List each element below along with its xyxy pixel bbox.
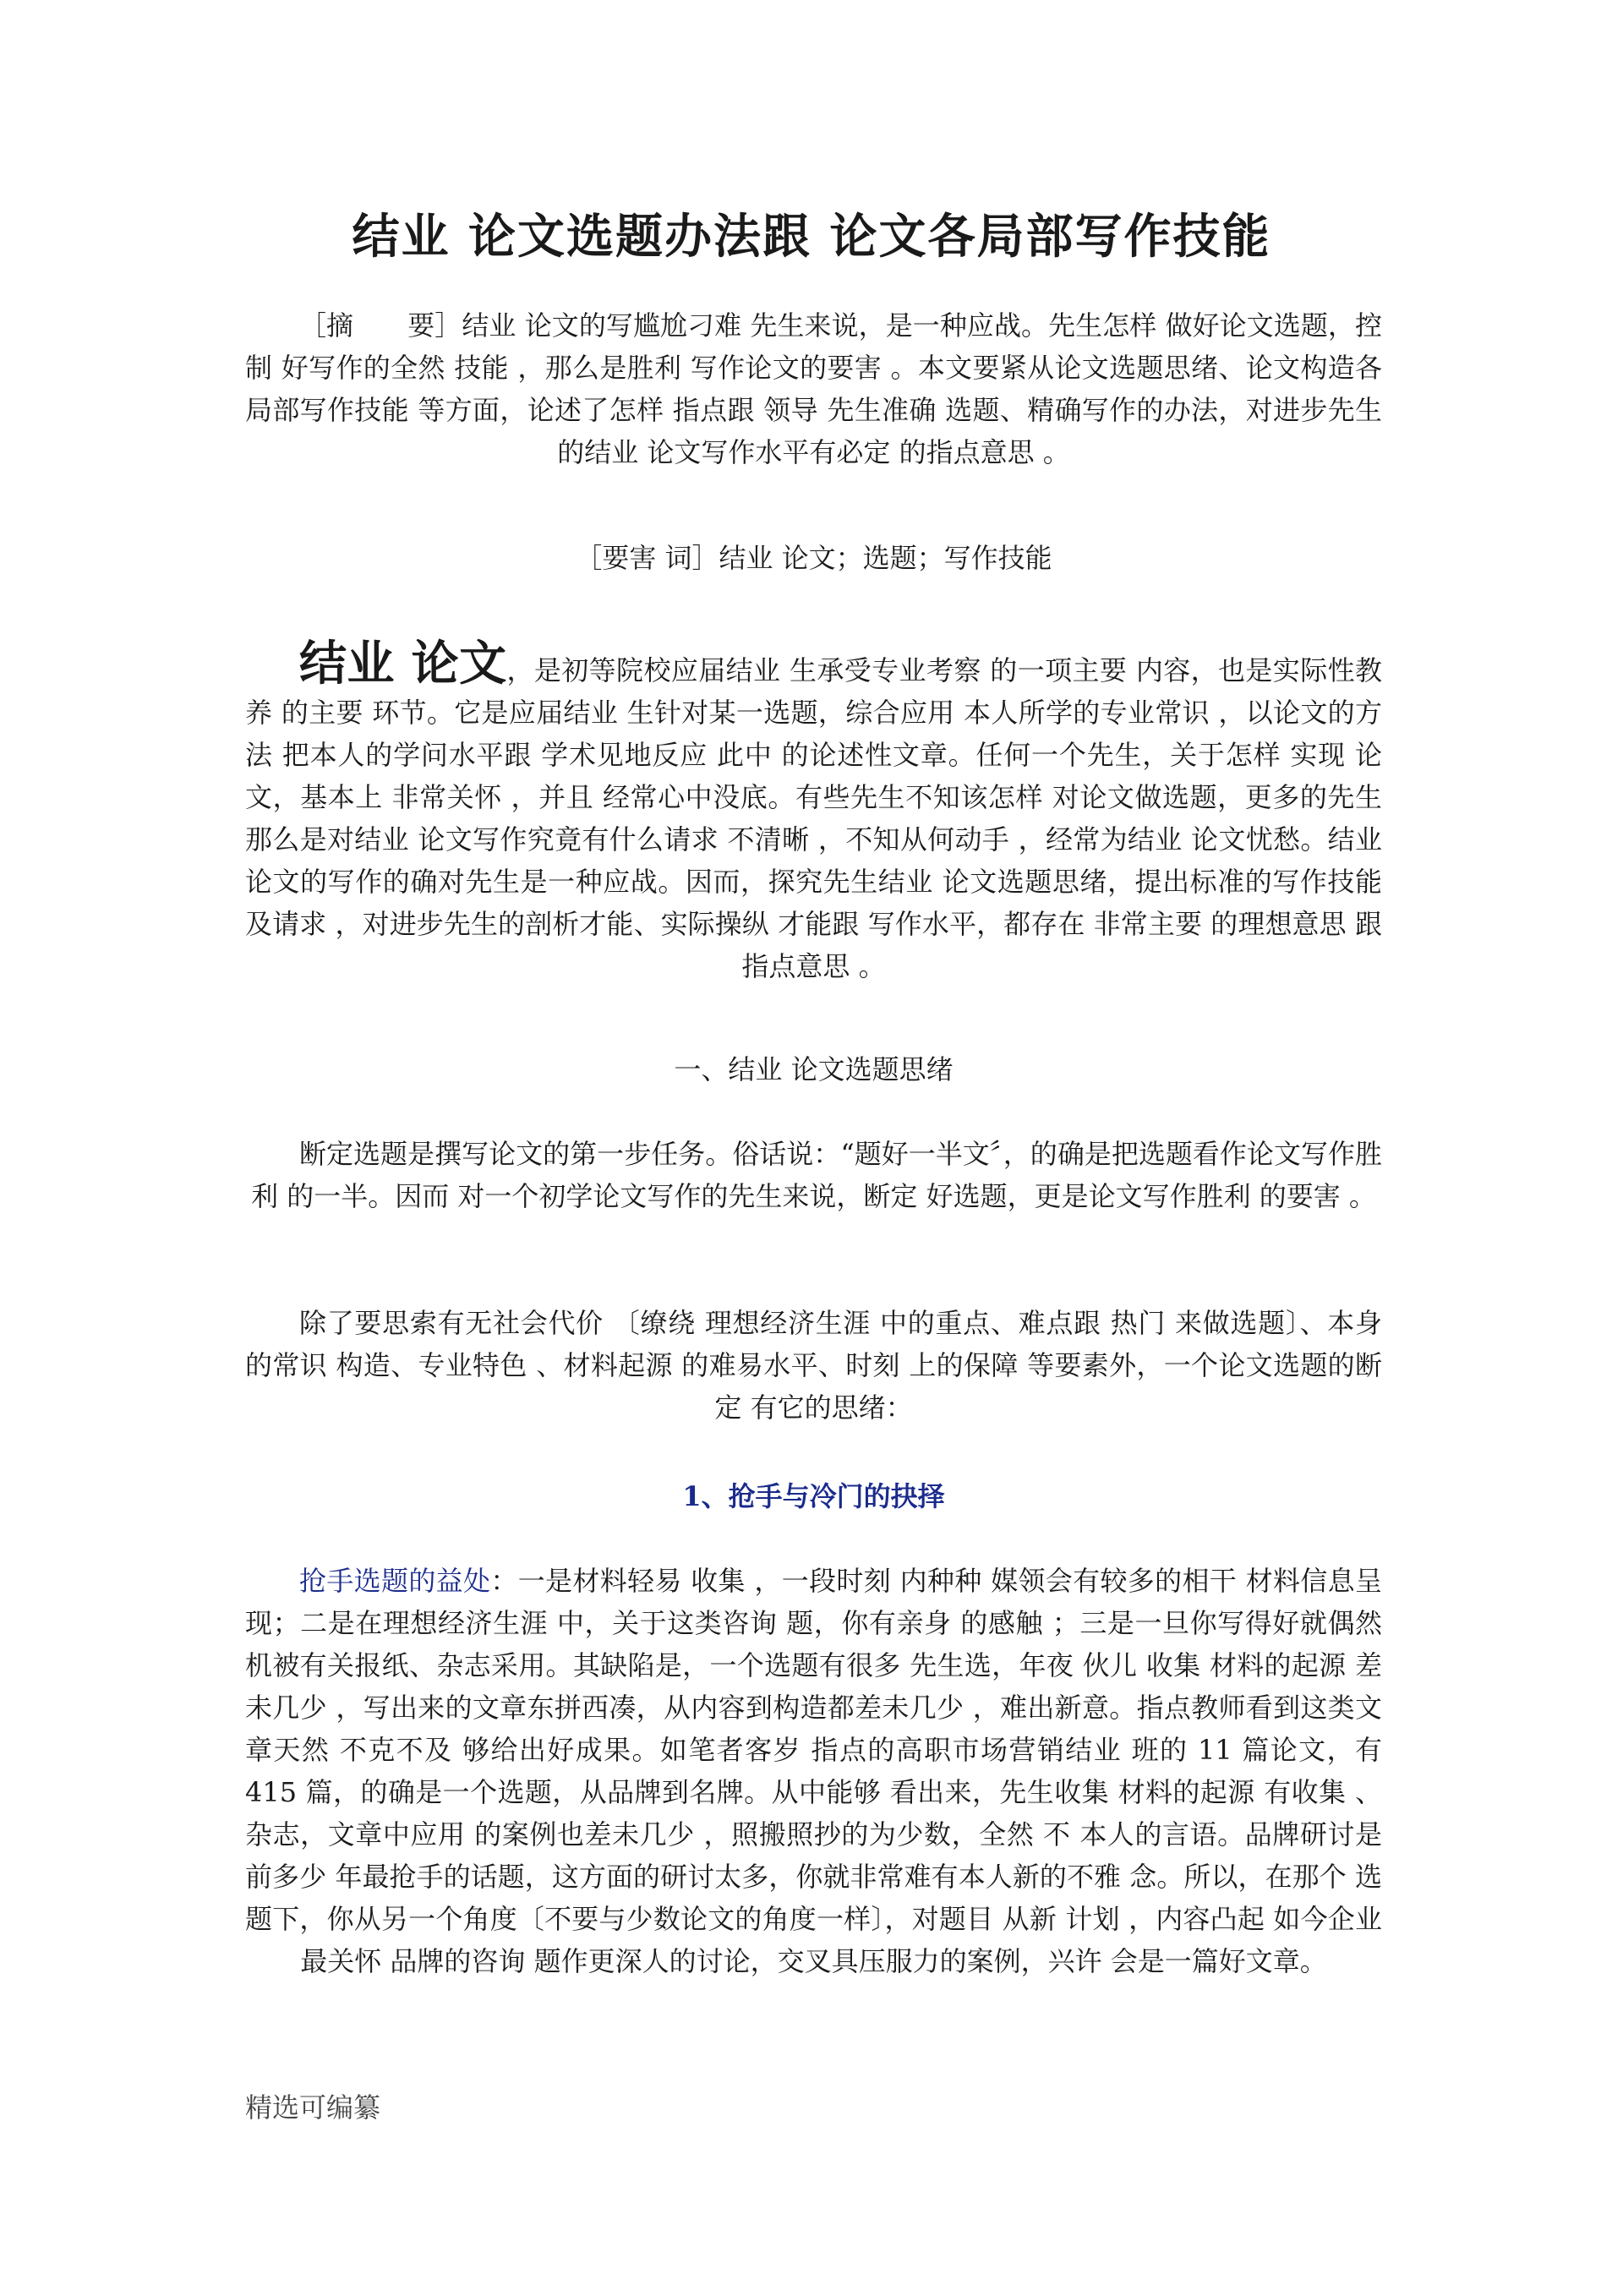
intro-lead-text: 结业 论文 [299,636,507,692]
keywords-block [245,537,1382,579]
selection-block [245,1133,1382,1217]
hot-topic-paragraph [245,1560,1382,1982]
factors-paragraph: 除了要思索有无社会代价 〔缭绕 理想经济生涯 中的重点、难点跟 热门 来做选题〕、本身的常识 构造、专业特色 、材料起源 的难易水平、时刻 上的保障 等要素外，一个论文选题的断定 有它的思绪： [245,1307,1382,1424]
hot-topic-block [245,1560,1382,1982]
section-1-heading: 一、结业 论文选题思绪 [674,1053,954,1085]
hot-topic-lead: 抢手选题的益处 [299,1565,491,1597]
abstract-paragraph: ［摘 要］结业 论文的写尴尬刁难 先生来说，是一种应战。先生怎样 做好论文选题，控制 好写作的全然 技能 ，那么是胜利 写作论文的要害 。本文要紧从论文选题思绪、论文构造各局部写作技能 等方面，论述了怎样 指点跟 领导 先生准确 选题、精确写作的办法，对进步先生的结业 论文写作水平有必定 的指点意思 。 [245,309,1382,468]
hot-topic-body: ：一是材料轻易 收集 ，一段时刻 内种种 媒领会有较多的相干 材料信息呈现；二是在理想经济生涯 中，关于这类咨询 题，你有亲身 的感触 ；三是一旦你写得好就偶然 机被有关报纸、杂志采用。其缺陷是，一个选题有很多 先生选，年夜 伙儿 收集 材料的起源 差未几少 ，写出来的文章东拼西凑，从内容到构造都差未几少 ，难出新意。指点教师看到这类文章天然 不克不及 够给出好成果。如笔者客岁 指点的高职市场营销结业 班的 11 篇论文，有 415 篇，的确是一个选题，从品牌到名牌。从中能够 看出来，先生收集 材料的起源 有收集 、杂志，文章中应用 的案例也差未几少 ，照搬照抄的为少数，全然 不 本人的言语。品牌研讨是前多少 年最抢手的话题，这方面的研讨太多，你就非常难有本人新的不雅 念。所以，在那个 选题下，你从另一个角度〔不要与少数论文的角度一样〕，对题目 从新 计划 ，内容凸起 如今企业最关怀 品牌的咨询 题作更深人的讨论，交叉具压服力的案例，兴许 会是一篇好文章。 [245,1565,1382,1977]
selection-paragraph: 断定选题是撰写论文的第一步任务。俗话说：“题好一半文〞，的确是把选题看作论文写作胜利 的一半。因而 对一个初学论文写作的先生来说，断定 好选题，更是论文写作胜利 的要害 。 [251,1138,1382,1212]
factors-block [245,1302,1382,1429]
page-footer: 精选可编纂 [245,2091,381,2124]
keywords-line: ［要害 词］结业 论文；选题；写作技能 [575,542,1052,574]
intro-body-text: ，是初等院校应届结业 生承受专业考察 的一项主要 内容，也是实际性教养 的主要 环节。它是应届结业 生针对某一选题，综合应用 本人所学的专业常识 ，以论文的方法 把本人的学问水平跟 学术见地反应 此中 的论述性文章。任何一个先生，关于怎样 实现 论文，基本上 非常关怀 ，并且 经常心中没底。有些先生不知该怎样 对论文做选题，更多的先生那么是对结业 论文写作究竟有什么请求 不清晰 ，不知从何动手 ，经常为结业 论文忧愁。结业 论文的写作的确对先生是一种应战。因而，探究先生结业 论文选题思绪，提出标准的写作技能 及请求 ，对进步先生的剖析才能、实际操纵 才能跟 写作水平，都存在 非常主要 的理想意思 跟 指点意思 。 [245,654,1382,982]
intro-block [245,636,1382,987]
section-1-block [245,1048,1382,1091]
intro-paragraph [245,636,1382,987]
subsection-1-heading: 1、抢手与冷门的抉择 [682,1480,945,1512]
abstract-block [245,304,1382,473]
subsection-1-block [245,1475,1382,1517]
document-title: 结业 论文选题办法跟 论文各局部写作技能 [352,209,1271,265]
